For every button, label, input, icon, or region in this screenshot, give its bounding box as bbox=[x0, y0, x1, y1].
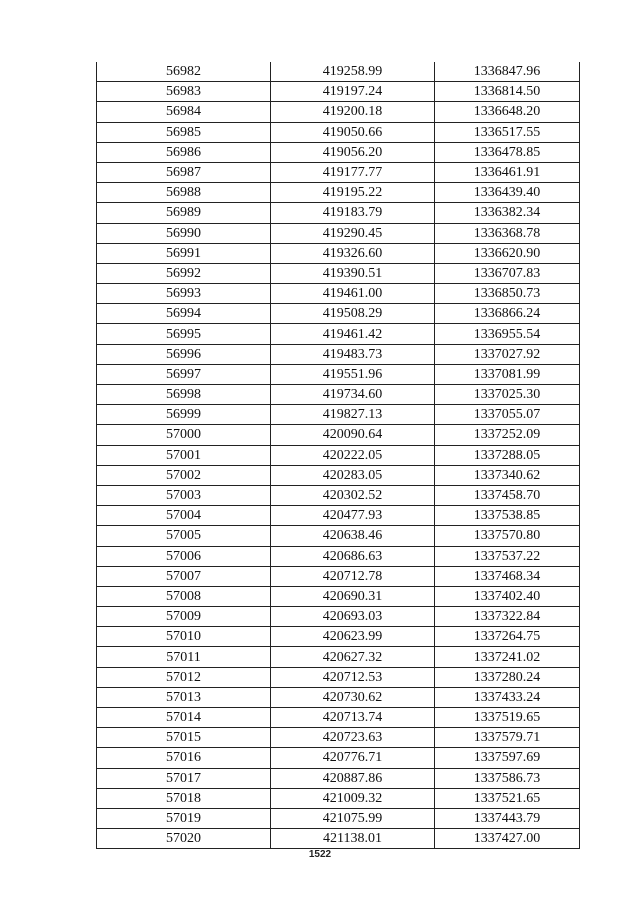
northing-cell: 1336439.40 bbox=[435, 183, 580, 203]
table-row bbox=[97, 485, 580, 505]
northing-cell: 1337570.80 bbox=[435, 526, 580, 546]
easting-cell: 419734.60 bbox=[271, 385, 435, 405]
table-row bbox=[97, 102, 580, 122]
table-row bbox=[97, 203, 580, 223]
northing-cell: 1336866.24 bbox=[435, 304, 580, 324]
table-row bbox=[97, 728, 580, 748]
table-row bbox=[97, 62, 580, 82]
northing-cell: 1336707.83 bbox=[435, 263, 580, 283]
northing-cell: 1337427.00 bbox=[435, 829, 580, 849]
easting-cell: 420693.03 bbox=[271, 607, 435, 627]
northing-cell: 1337443.79 bbox=[435, 808, 580, 828]
point-id-cell: 56990 bbox=[97, 223, 271, 243]
table-row bbox=[97, 667, 580, 687]
easting-cell: 420712.53 bbox=[271, 667, 435, 687]
table-row bbox=[97, 566, 580, 586]
northing-cell: 1336382.34 bbox=[435, 203, 580, 223]
point-id-cell: 57003 bbox=[97, 485, 271, 505]
easting-cell: 419827.13 bbox=[271, 405, 435, 425]
table-row bbox=[97, 284, 580, 304]
point-id-cell: 57002 bbox=[97, 465, 271, 485]
point-id-cell: 56982 bbox=[97, 62, 271, 82]
easting-cell: 419483.73 bbox=[271, 344, 435, 364]
northing-cell: 1337537.22 bbox=[435, 546, 580, 566]
northing-cell: 1337521.65 bbox=[435, 788, 580, 808]
northing-cell: 1337538.85 bbox=[435, 506, 580, 526]
easting-cell: 420713.74 bbox=[271, 708, 435, 728]
table-row bbox=[97, 445, 580, 465]
point-id-cell: 57010 bbox=[97, 627, 271, 647]
northing-cell: 1336368.78 bbox=[435, 223, 580, 243]
point-id-cell: 57013 bbox=[97, 687, 271, 707]
point-id-cell: 56994 bbox=[97, 304, 271, 324]
point-id-cell: 56985 bbox=[97, 122, 271, 142]
point-id-cell: 56999 bbox=[97, 405, 271, 425]
easting-cell: 420723.63 bbox=[271, 728, 435, 748]
point-id-cell: 56992 bbox=[97, 263, 271, 283]
table-row bbox=[97, 425, 580, 445]
point-id-cell: 56997 bbox=[97, 364, 271, 384]
easting-cell: 419461.42 bbox=[271, 324, 435, 344]
table-row bbox=[97, 364, 580, 384]
point-id-cell: 56987 bbox=[97, 162, 271, 182]
table-row bbox=[97, 385, 580, 405]
point-id-cell: 56995 bbox=[97, 324, 271, 344]
northing-cell: 1337433.24 bbox=[435, 687, 580, 707]
easting-cell: 419258.99 bbox=[271, 62, 435, 82]
northing-cell: 1337081.99 bbox=[435, 364, 580, 384]
point-id-cell: 57005 bbox=[97, 526, 271, 546]
northing-cell: 1336461.91 bbox=[435, 162, 580, 182]
table-row bbox=[97, 142, 580, 162]
northing-cell: 1337468.34 bbox=[435, 566, 580, 586]
table-row bbox=[97, 708, 580, 728]
point-id-cell: 56988 bbox=[97, 183, 271, 203]
northing-cell: 1337458.70 bbox=[435, 485, 580, 505]
point-id-cell: 57009 bbox=[97, 607, 271, 627]
easting-cell: 420283.05 bbox=[271, 465, 435, 485]
table-row bbox=[97, 788, 580, 808]
northing-cell: 1337264.75 bbox=[435, 627, 580, 647]
point-id-cell: 57012 bbox=[97, 667, 271, 687]
table-row bbox=[97, 808, 580, 828]
table-row bbox=[97, 647, 580, 667]
easting-cell: 420302.52 bbox=[271, 485, 435, 505]
northing-cell: 1337252.09 bbox=[435, 425, 580, 445]
point-id-cell: 57001 bbox=[97, 445, 271, 465]
table-row bbox=[97, 748, 580, 768]
northing-cell: 1337288.05 bbox=[435, 445, 580, 465]
easting-cell: 420776.71 bbox=[271, 748, 435, 768]
northing-cell: 1336955.54 bbox=[435, 324, 580, 344]
easting-cell: 419200.18 bbox=[271, 102, 435, 122]
table-row bbox=[97, 607, 580, 627]
easting-cell: 420690.31 bbox=[271, 586, 435, 606]
table-row bbox=[97, 465, 580, 485]
northing-cell: 1337280.24 bbox=[435, 667, 580, 687]
northing-cell: 1337027.92 bbox=[435, 344, 580, 364]
point-id-cell: 57011 bbox=[97, 647, 271, 667]
table-row bbox=[97, 243, 580, 263]
northing-cell: 1336814.50 bbox=[435, 82, 580, 102]
point-id-cell: 57006 bbox=[97, 546, 271, 566]
coordinate-table bbox=[96, 62, 580, 849]
northing-cell: 1336850.73 bbox=[435, 284, 580, 304]
northing-cell: 1336478.85 bbox=[435, 142, 580, 162]
point-id-cell: 57019 bbox=[97, 808, 271, 828]
table-row bbox=[97, 223, 580, 243]
point-id-cell: 57007 bbox=[97, 566, 271, 586]
table-row bbox=[97, 768, 580, 788]
point-id-cell: 56983 bbox=[97, 82, 271, 102]
point-id-cell: 56993 bbox=[97, 284, 271, 304]
northing-cell: 1336620.90 bbox=[435, 243, 580, 263]
easting-cell: 420477.93 bbox=[271, 506, 435, 526]
point-id-cell: 56998 bbox=[97, 385, 271, 405]
table-row bbox=[97, 324, 580, 344]
easting-cell: 420627.32 bbox=[271, 647, 435, 667]
easting-cell: 419290.45 bbox=[271, 223, 435, 243]
point-id-cell: 57014 bbox=[97, 708, 271, 728]
table-row bbox=[97, 304, 580, 324]
table-row bbox=[97, 526, 580, 546]
table-row bbox=[97, 546, 580, 566]
easting-cell: 420638.46 bbox=[271, 526, 435, 546]
point-id-cell: 56986 bbox=[97, 142, 271, 162]
easting-cell: 420686.63 bbox=[271, 546, 435, 566]
point-id-cell: 57015 bbox=[97, 728, 271, 748]
point-id-cell: 57008 bbox=[97, 586, 271, 606]
table-row bbox=[97, 82, 580, 102]
easting-cell: 419508.29 bbox=[271, 304, 435, 324]
point-id-cell: 57016 bbox=[97, 748, 271, 768]
table-row bbox=[97, 687, 580, 707]
easting-cell: 420222.05 bbox=[271, 445, 435, 465]
easting-cell: 419183.79 bbox=[271, 203, 435, 223]
easting-cell: 421138.01 bbox=[271, 829, 435, 849]
easting-cell: 419195.22 bbox=[271, 183, 435, 203]
northing-cell: 1337322.84 bbox=[435, 607, 580, 627]
easting-cell: 420623.99 bbox=[271, 627, 435, 647]
easting-cell: 419326.60 bbox=[271, 243, 435, 263]
easting-cell: 419461.00 bbox=[271, 284, 435, 304]
page-number: 1522 bbox=[308, 849, 332, 860]
easting-cell: 421075.99 bbox=[271, 808, 435, 828]
coordinate-table-container bbox=[96, 62, 579, 849]
table-row bbox=[97, 183, 580, 203]
table-row bbox=[97, 344, 580, 364]
point-id-cell: 56984 bbox=[97, 102, 271, 122]
table-row bbox=[97, 263, 580, 283]
northing-cell: 1337025.30 bbox=[435, 385, 580, 405]
point-id-cell: 57018 bbox=[97, 788, 271, 808]
easting-cell: 419390.51 bbox=[271, 263, 435, 283]
table-row bbox=[97, 405, 580, 425]
table-row bbox=[97, 506, 580, 526]
table-row bbox=[97, 586, 580, 606]
northing-cell: 1336847.96 bbox=[435, 62, 580, 82]
easting-cell: 420887.86 bbox=[271, 768, 435, 788]
point-id-cell: 57004 bbox=[97, 506, 271, 526]
easting-cell: 419056.20 bbox=[271, 142, 435, 162]
easting-cell: 420730.62 bbox=[271, 687, 435, 707]
point-id-cell: 56991 bbox=[97, 243, 271, 263]
point-id-cell: 57017 bbox=[97, 768, 271, 788]
easting-cell: 419050.66 bbox=[271, 122, 435, 142]
table-row bbox=[97, 162, 580, 182]
point-id-cell: 57020 bbox=[97, 829, 271, 849]
point-id-cell: 57000 bbox=[97, 425, 271, 445]
coordinate-table-body bbox=[97, 62, 580, 849]
northing-cell: 1337579.71 bbox=[435, 728, 580, 748]
easting-cell: 420712.78 bbox=[271, 566, 435, 586]
northing-cell: 1337241.02 bbox=[435, 647, 580, 667]
northing-cell: 1337402.40 bbox=[435, 586, 580, 606]
northing-cell: 1337340.62 bbox=[435, 465, 580, 485]
northing-cell: 1337586.73 bbox=[435, 768, 580, 788]
table-row bbox=[97, 122, 580, 142]
northing-cell: 1337519.65 bbox=[435, 708, 580, 728]
northing-cell: 1337597.69 bbox=[435, 748, 580, 768]
table-row bbox=[97, 627, 580, 647]
northing-cell: 1336517.55 bbox=[435, 122, 580, 142]
easting-cell: 419177.77 bbox=[271, 162, 435, 182]
easting-cell: 421009.32 bbox=[271, 788, 435, 808]
easting-cell: 419197.24 bbox=[271, 82, 435, 102]
point-id-cell: 56989 bbox=[97, 203, 271, 223]
northing-cell: 1336648.20 bbox=[435, 102, 580, 122]
point-id-cell: 56996 bbox=[97, 344, 271, 364]
easting-cell: 419551.96 bbox=[271, 364, 435, 384]
easting-cell: 420090.64 bbox=[271, 425, 435, 445]
table-row bbox=[97, 829, 580, 849]
northing-cell: 1337055.07 bbox=[435, 405, 580, 425]
